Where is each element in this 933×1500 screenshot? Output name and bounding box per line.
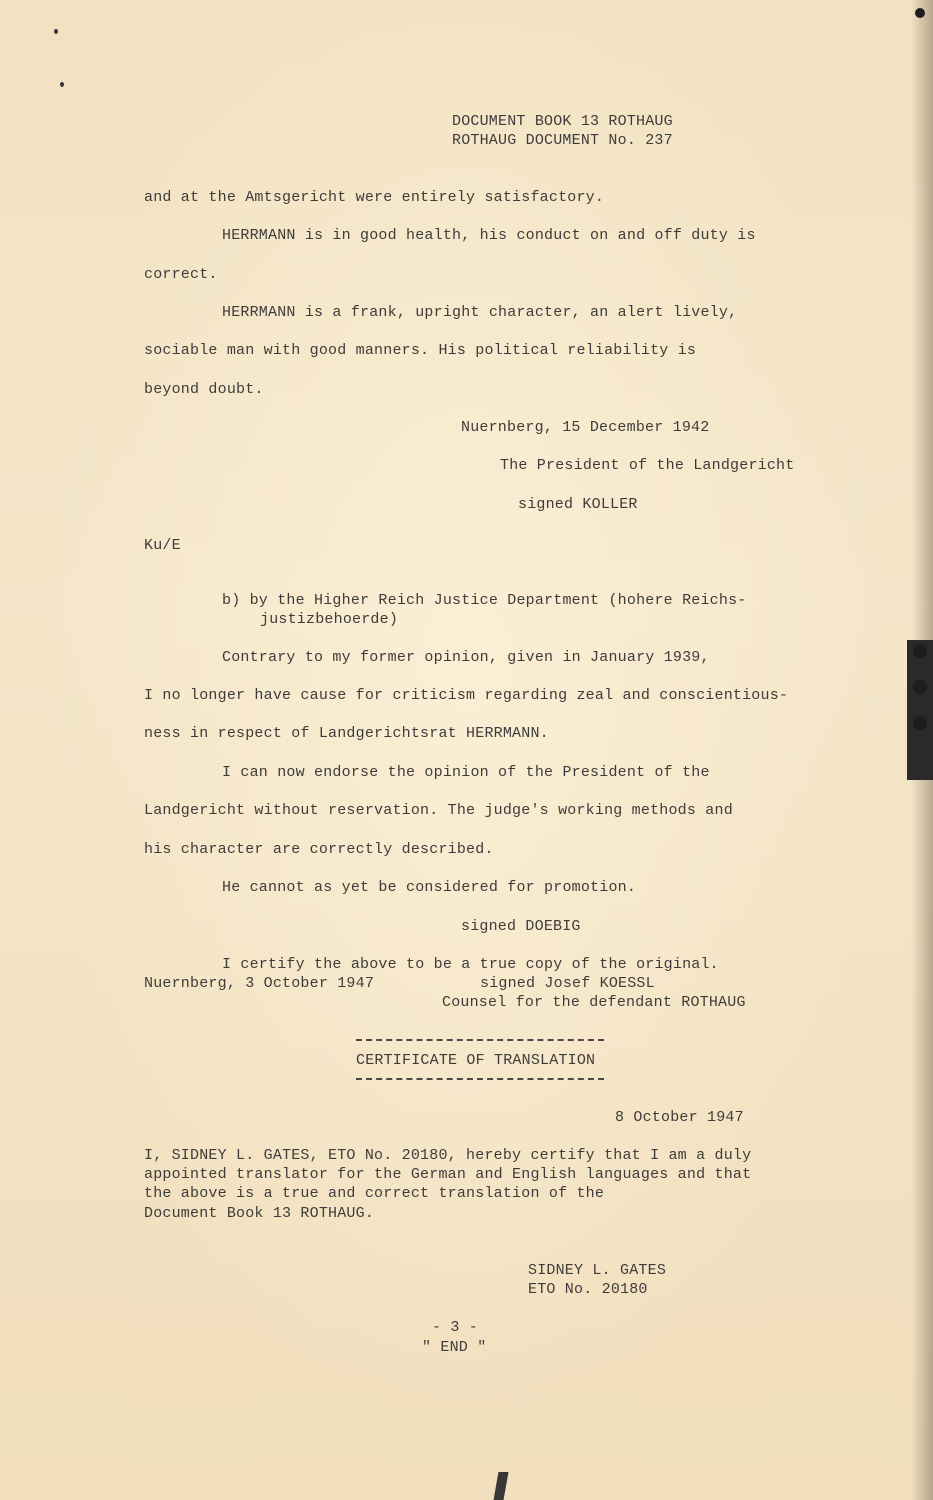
body-line: HERRMANN is a frank, upright character, an alert lively,	[222, 304, 738, 321]
ink-speck	[54, 29, 58, 34]
certify-line: I certify the above to be a true copy of the original.	[222, 956, 719, 973]
punch-hole	[913, 644, 927, 658]
signature-doebig: signed DOEBIG	[461, 918, 581, 935]
punch-hole	[913, 716, 927, 730]
ink-speck	[60, 82, 64, 87]
translation-heading: CERTIFICATE OF TRANSLATION	[356, 1052, 596, 1069]
certify-counsel: Counsel for the defendant ROTHAUG	[442, 994, 746, 1011]
signatory-title: The President of the Landgericht	[500, 457, 795, 474]
translation-line: I, SIDNEY L. GATES, ETO No. 20180, hereby certify that I am a duly	[144, 1147, 752, 1164]
binder-edge	[907, 640, 933, 780]
certify-place: Nuernberg, 3 October 1947	[144, 975, 375, 992]
translator-eto: ETO No. 20180	[528, 1281, 648, 1298]
end-marker: " END "	[422, 1339, 487, 1356]
translator-name: SIDNEY L. GATES	[528, 1262, 667, 1279]
initials: Ku/E	[144, 537, 181, 554]
signature-koller: signed KOLLER	[518, 496, 638, 513]
page-number: - 3 -	[432, 1319, 479, 1336]
body-line: and at the Amtsgericht were entirely satisfactory.	[144, 189, 605, 206]
body-line: his character are correctly described.	[144, 841, 494, 858]
divider	[356, 1039, 604, 1041]
translation-date: 8 October 1947	[615, 1109, 744, 1126]
section-heading: b) by the Higher Reich Justice Department (hohere Reichs-	[222, 592, 747, 609]
divider	[356, 1078, 604, 1080]
header-doc-book: DOCUMENT BOOK 13 ROTHAUG	[452, 113, 673, 130]
body-line: ness in respect of Landgerichtsrat HERRMANN.	[144, 725, 549, 742]
translation-line: the above is a true and correct translation of the	[144, 1185, 605, 1202]
certify-signed: signed Josef KOESSL	[480, 975, 655, 992]
body-line: He cannot as yet be considered for promotion.	[222, 879, 637, 896]
body-line: I no longer have cause for criticism regarding zeal and conscientious-	[144, 687, 789, 704]
body-line: HERRMANN is in good health, his conduct on and off duty is	[222, 227, 756, 244]
punch-hole	[915, 8, 925, 18]
edge-mark	[494, 1472, 509, 1500]
translation-line: appointed translator for the German and English languages and that	[144, 1166, 752, 1183]
body-line: beyond doubt.	[144, 381, 264, 398]
section-heading: justizbehoerde)	[260, 611, 399, 628]
body-line: correct.	[144, 266, 218, 283]
body-line: sociable man with good manners. His political reliability is	[144, 342, 697, 359]
body-line: Contrary to my former opinion, given in January 1939,	[222, 649, 710, 666]
body-line: Landgericht without reservation. The judge's working methods and	[144, 802, 733, 819]
translation-line: Document Book 13 ROTHAUG.	[144, 1205, 375, 1222]
body-line: I can now endorse the opinion of the President of the	[222, 764, 710, 781]
place-date: Nuernberg, 15 December 1942	[461, 419, 710, 436]
header-doc-number: ROTHAUG DOCUMENT No. 237	[452, 132, 673, 149]
punch-hole	[913, 680, 927, 694]
